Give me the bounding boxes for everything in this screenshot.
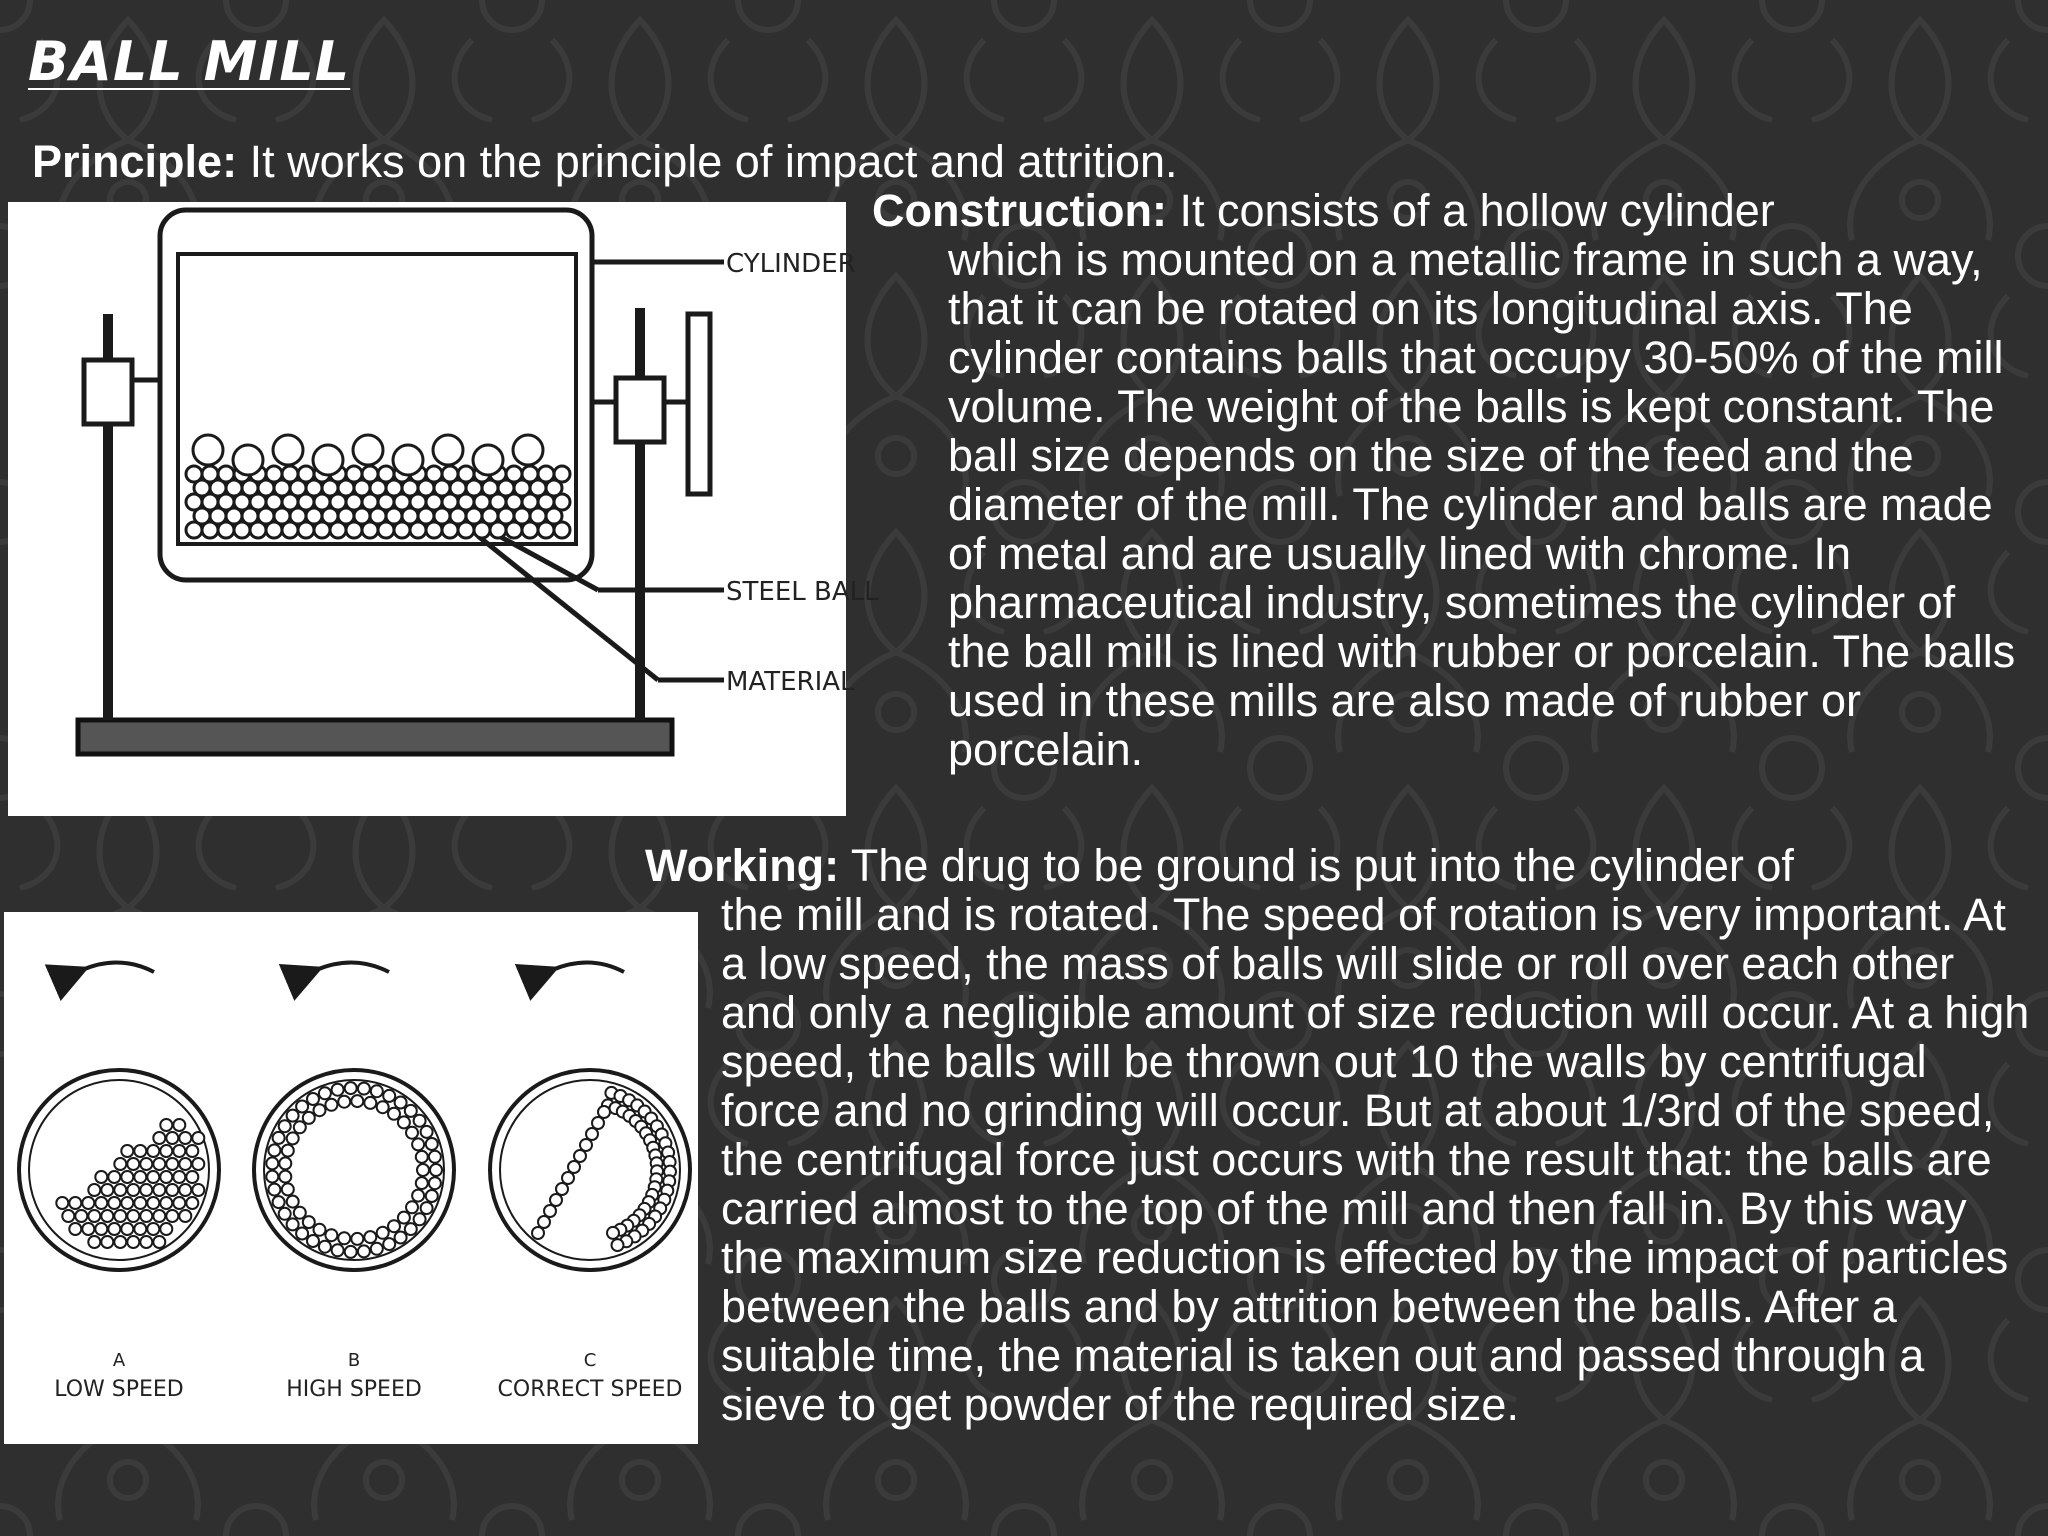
ball	[294, 1207, 306, 1219]
ball	[416, 1151, 428, 1163]
ball	[134, 1171, 146, 1183]
ball	[362, 466, 378, 482]
ball	[134, 1223, 146, 1235]
construction-paragraph	[872, 186, 2022, 774]
ball	[153, 1132, 165, 1144]
ball	[332, 1084, 344, 1096]
working-text: the mill and is rotated. The speed of rotation is very important. At a low speed, the mass of balls will slide or roll over each other and only a negligible amount of size reduction will occur. At a high speed, the balls will be thrown out 10 the walls by centrifugal force and no grinding will occur. But at about 1/3rd of the speed, the centrifugal force just occurs with the result that: the balls are carried almost to the top of the mill and then fall in. By this way the maximum size reduction is effected by the impact of particles between the balls and by attrition between the balls. After a suitable time, the material is taken out and passed through a sieve to get powder of the required size.	[721, 889, 2030, 1430]
ball	[586, 1128, 598, 1140]
ball	[173, 1171, 185, 1183]
ball	[173, 1145, 185, 1157]
ball	[358, 1245, 370, 1257]
ball	[416, 1177, 428, 1189]
ball	[160, 1223, 172, 1235]
ball	[282, 466, 298, 482]
ball	[554, 466, 570, 482]
ball	[351, 1233, 363, 1245]
ball	[266, 1157, 278, 1169]
ball	[140, 1210, 152, 1222]
ball	[179, 1184, 191, 1196]
ball	[266, 466, 282, 482]
working-paragraph	[645, 841, 2030, 1429]
ball	[134, 1197, 146, 1209]
ball	[266, 1171, 278, 1183]
ball	[414, 1115, 426, 1127]
label-cylinder: CYLINDER	[726, 249, 856, 279]
ball	[458, 466, 474, 482]
mill-speed-drawing	[4, 912, 698, 1444]
ball	[127, 1210, 139, 1222]
ball	[147, 1197, 159, 1209]
ball	[287, 1196, 299, 1208]
working-label: Working:	[645, 840, 840, 891]
ball	[134, 1145, 146, 1157]
ball	[405, 1223, 417, 1235]
ball	[298, 466, 314, 482]
ball	[179, 1210, 191, 1222]
ball	[153, 1184, 165, 1196]
ball	[140, 1158, 152, 1170]
ball	[371, 1085, 383, 1097]
ball	[287, 1132, 299, 1144]
construction-first-line: It consists of a hollow cylinder	[1166, 185, 1775, 236]
ball	[273, 1196, 285, 1208]
ball	[345, 1082, 357, 1094]
ball	[95, 1197, 107, 1209]
ball	[378, 466, 394, 482]
ball	[383, 1090, 395, 1102]
ball	[395, 1232, 407, 1244]
ball	[358, 1083, 370, 1095]
ball-mill-drawing	[8, 202, 879, 816]
ball	[179, 1158, 191, 1170]
ball	[314, 1104, 326, 1116]
ball	[273, 1132, 285, 1144]
ball	[506, 466, 522, 482]
ball	[307, 1235, 319, 1247]
mill-ball-charge	[186, 435, 570, 538]
ball	[574, 1150, 586, 1162]
ball	[568, 1161, 580, 1173]
ball	[160, 1145, 172, 1157]
ball	[101, 1236, 113, 1248]
ball	[398, 1116, 410, 1128]
ball	[121, 1223, 133, 1235]
ball	[192, 1132, 204, 1144]
ball	[88, 1236, 100, 1248]
label-steel-ball: STEEL BALL	[726, 577, 879, 607]
ball	[108, 1197, 120, 1209]
ball	[538, 466, 554, 482]
ball	[273, 435, 303, 465]
principle-text: It works on the principle of impact and attrition.	[237, 136, 1178, 187]
ball	[513, 435, 543, 465]
ball	[398, 1212, 410, 1224]
ball	[287, 1218, 299, 1230]
ball	[69, 1223, 81, 1235]
ball	[218, 466, 234, 482]
ball	[127, 1184, 139, 1196]
ball	[82, 1197, 94, 1209]
ball	[140, 1184, 152, 1196]
ball	[442, 466, 458, 482]
ball-mill-diagram	[8, 202, 879, 816]
ball	[121, 1197, 133, 1209]
ball	[429, 1177, 441, 1189]
ball	[332, 1244, 344, 1256]
ball	[88, 1184, 100, 1196]
ball	[186, 1171, 198, 1183]
ball	[406, 1201, 418, 1213]
ball	[426, 1138, 438, 1150]
principle-label: Principle:	[32, 136, 238, 187]
ball	[544, 1205, 556, 1217]
ball	[114, 1236, 126, 1248]
speed-ball-groups	[56, 1082, 676, 1258]
ball	[550, 1194, 562, 1206]
label-material: MATERIAL	[726, 667, 855, 697]
ball	[371, 1243, 383, 1255]
ball	[346, 466, 362, 482]
ball	[405, 1105, 417, 1117]
ball	[166, 1132, 178, 1144]
ball	[296, 1101, 308, 1113]
ball	[75, 1210, 87, 1222]
ball	[364, 1231, 376, 1243]
ball	[88, 1210, 100, 1222]
working-first-line: The drug to be ground is put into the cylinder of	[839, 840, 1794, 891]
ball	[62, 1210, 74, 1222]
label-correct-speed: CORRECT SPEED	[497, 1377, 683, 1402]
ball	[186, 1145, 198, 1157]
ball	[147, 1145, 159, 1157]
ball	[166, 1210, 178, 1222]
ball	[69, 1197, 81, 1209]
ball	[532, 1227, 544, 1239]
ball	[166, 1184, 178, 1196]
ball	[108, 1171, 120, 1183]
slide-title: BALL MILL	[28, 30, 351, 93]
ball	[147, 1171, 159, 1183]
ball	[186, 466, 202, 482]
label-low-speed: LOW SPEED	[54, 1377, 184, 1402]
ball	[364, 1097, 376, 1109]
principle-paragraph	[32, 137, 1178, 186]
ball	[127, 1158, 139, 1170]
ball	[114, 1184, 126, 1196]
ball	[338, 1232, 350, 1244]
ball	[426, 466, 442, 482]
ball	[282, 1183, 294, 1195]
ball	[592, 1117, 604, 1129]
ball	[153, 1236, 165, 1248]
label-high-speed: HIGH SPEED	[286, 1377, 422, 1402]
ball	[307, 1093, 319, 1105]
ball	[319, 1087, 331, 1099]
ball	[421, 1126, 433, 1138]
label-letter-b: B	[347, 1350, 361, 1371]
ball	[598, 1106, 610, 1118]
ball	[147, 1223, 159, 1235]
ball	[192, 1158, 204, 1170]
mill-speed-diagram	[4, 912, 698, 1444]
ball	[121, 1171, 133, 1183]
ball	[417, 1164, 429, 1176]
ball	[82, 1223, 94, 1235]
ball	[296, 1228, 308, 1240]
ball	[95, 1223, 107, 1235]
ball	[353, 435, 383, 465]
ball	[377, 1227, 389, 1239]
ball	[433, 435, 463, 465]
label-letter-a: A	[112, 1350, 126, 1371]
ball	[140, 1236, 152, 1248]
ball	[279, 1171, 291, 1183]
ball	[383, 1238, 395, 1250]
ball	[313, 445, 343, 475]
ball	[202, 466, 218, 482]
ball	[153, 1158, 165, 1170]
ball	[114, 1158, 126, 1170]
ball	[186, 1197, 198, 1209]
ball	[160, 1119, 172, 1131]
ball	[101, 1184, 113, 1196]
ball	[303, 1216, 315, 1228]
ball	[279, 1157, 291, 1169]
ball	[325, 1229, 337, 1241]
ball	[412, 1138, 424, 1150]
ball	[56, 1197, 68, 1209]
ball	[192, 1184, 204, 1196]
ball	[377, 1101, 389, 1113]
ball	[294, 1121, 306, 1133]
ball	[173, 1119, 185, 1131]
construction-text: which is mounted on a metallic frame in such a way, that it can be rotated on its longitudinal axis. The cylinder contains balls that occupy 30-50% of the mill volume. The weight of the balls is kept constant. The ball size depends on the size of the feed and the diameter of the mill. The cylinder and balls are made of metal and are usually lined with chrome. In pharmaceutical industry, sometimes the cylinder of the ball mill is lined with rubber or porcelain. The balls used in these mills are also made of rubber or porcelain.	[948, 234, 2016, 775]
ball	[95, 1171, 107, 1183]
ball	[430, 1164, 442, 1176]
ball	[406, 1127, 418, 1139]
ball	[160, 1171, 172, 1183]
ball	[127, 1236, 139, 1248]
label-letter-c: C	[583, 1350, 597, 1371]
ball	[612, 1239, 624, 1251]
ball	[268, 1184, 280, 1196]
ball	[287, 1110, 299, 1122]
ball	[279, 1120, 291, 1132]
ball	[562, 1172, 574, 1184]
ball	[268, 1144, 280, 1156]
ball	[279, 1208, 291, 1220]
ball	[282, 1145, 294, 1157]
ball	[414, 1213, 426, 1225]
ball	[233, 445, 263, 475]
ball	[179, 1132, 191, 1144]
ball	[173, 1197, 185, 1209]
ball	[338, 1096, 350, 1108]
ball	[101, 1210, 113, 1222]
ball	[421, 1202, 433, 1214]
ball	[395, 1097, 407, 1109]
ball	[351, 1095, 363, 1107]
ball	[473, 445, 503, 475]
ball	[607, 1227, 619, 1239]
ball	[393, 445, 423, 475]
ball	[108, 1223, 120, 1235]
ball	[303, 1112, 315, 1124]
ball	[325, 1099, 337, 1111]
ball	[426, 1190, 438, 1202]
ball	[114, 1210, 126, 1222]
ball	[345, 1246, 357, 1258]
construction-label: Construction:	[872, 185, 1167, 236]
ball	[193, 435, 223, 465]
ball	[580, 1139, 592, 1151]
ball	[412, 1190, 424, 1202]
ball	[522, 466, 538, 482]
ball	[538, 1216, 550, 1228]
ball	[388, 1220, 400, 1232]
ball	[556, 1183, 568, 1195]
ball	[314, 1224, 326, 1236]
ball	[153, 1210, 165, 1222]
ball	[319, 1241, 331, 1253]
ball	[121, 1145, 133, 1157]
ball	[166, 1158, 178, 1170]
ball	[429, 1151, 441, 1163]
ball	[388, 1108, 400, 1120]
ball	[160, 1197, 172, 1209]
